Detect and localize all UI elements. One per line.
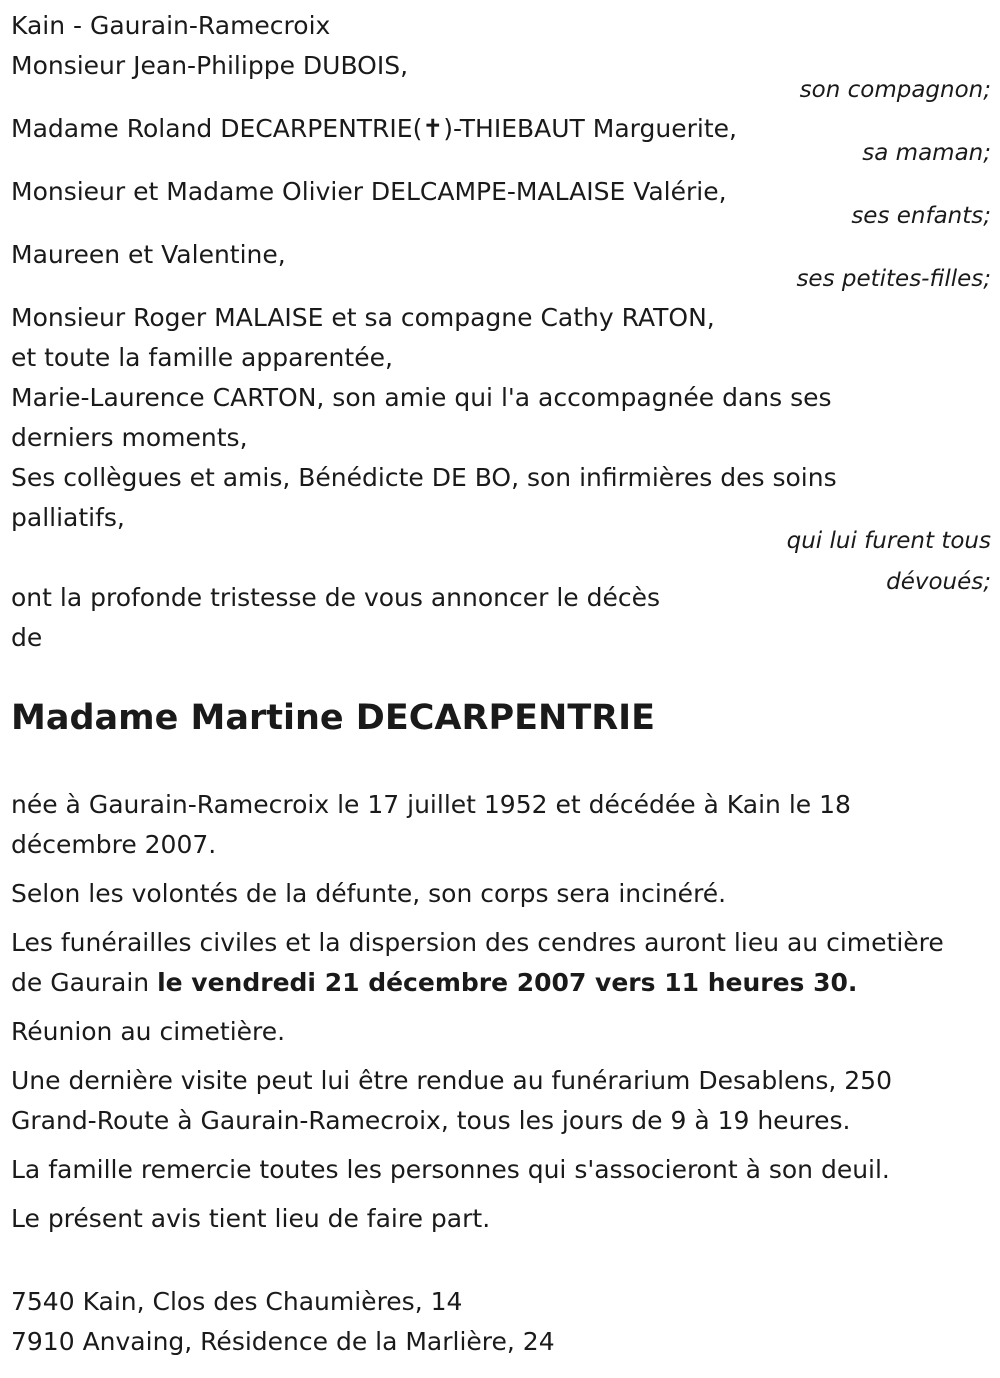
announcement-line-2: de <box>11 623 43 652</box>
family-name-2: Madame Roland DECARPENTRIE(✝)-THIEBAUT Marguerite, <box>11 114 737 143</box>
funeral-text: Les funérailles civiles et la dispersion des cendres auront lieu au cimetière de Gaurain <box>11 928 944 997</box>
funeral-paragraph <box>11 923 971 1003</box>
address-2: 7910 Anvaing, Résidence de la Marlière, 24 <box>11 1327 555 1356</box>
others-line-4: derniers moments, <box>11 423 248 452</box>
wishes-paragraph: Selon les volontés de la défunte, son corps sera incinéré. <box>11 879 727 908</box>
others-line-3: Marie-Laurence CARTON, son amie qui l'a accompagnée dans ses <box>11 383 832 412</box>
deceased-name: Madame Martine DECARPENTRIE <box>11 698 656 738</box>
header-place: Kain - Gaurain-Ramecroix <box>11 11 331 40</box>
birth-paragraph: née à Gaurain-Ramecroix le 17 juillet 1952 et décédée à Kain le 18 décembre 2007. <box>11 790 851 859</box>
visit-paragraph: Une dernière visite peut lui être rendue au funérarium Desablens, 250 Grand-Route à Gaurain-Ramecroix, tous les jours de 9 à 19 heures. <box>11 1066 892 1135</box>
others-line-2: et toute la famille apparentée, <box>11 343 393 372</box>
family-role-1: son compagnon; <box>799 77 991 103</box>
address-1: 7540 Kain, Clos des Chaumières, 14 <box>11 1287 463 1316</box>
notice-paragraph: Le présent avis tient lieu de faire part. <box>11 1204 491 1233</box>
family-role-3: ses enfants; <box>851 203 991 229</box>
obituary-body <box>11 785 971 1239</box>
others-role-line-2: dévoués; <box>886 569 991 595</box>
others-line-5: Ses collègues et amis, Bénédicte DE BO, son infirmières des soins <box>11 463 837 492</box>
family-name-3: Monsieur et Madame Olivier DELCAMPE-MALAISE Valérie, <box>11 177 727 206</box>
others-line-6: palliatifs, <box>11 503 125 532</box>
announcement-line-1: ont la profonde tristesse de vous annoncer le décès <box>11 583 661 612</box>
family-name-1: Monsieur Jean-Philippe DUBOIS, <box>11 51 409 80</box>
thanks-paragraph: La famille remercie toutes les personnes qui s'associeront à son deuil. <box>11 1155 890 1184</box>
family-role-2: sa maman; <box>862 140 991 166</box>
others-role-line-1: qui lui furent tous <box>786 528 991 554</box>
family-role-4: ses petites-filles; <box>796 266 991 292</box>
funeral-date: le vendredi 21 décembre 2007 vers 11 heures 30. <box>157 968 858 997</box>
meeting-paragraph: Réunion au cimetière. <box>11 1017 286 1046</box>
others-line-1: Monsieur Roger MALAISE et sa compagne Cathy RATON, <box>11 303 715 332</box>
family-name-4: Maureen et Valentine, <box>11 240 286 269</box>
